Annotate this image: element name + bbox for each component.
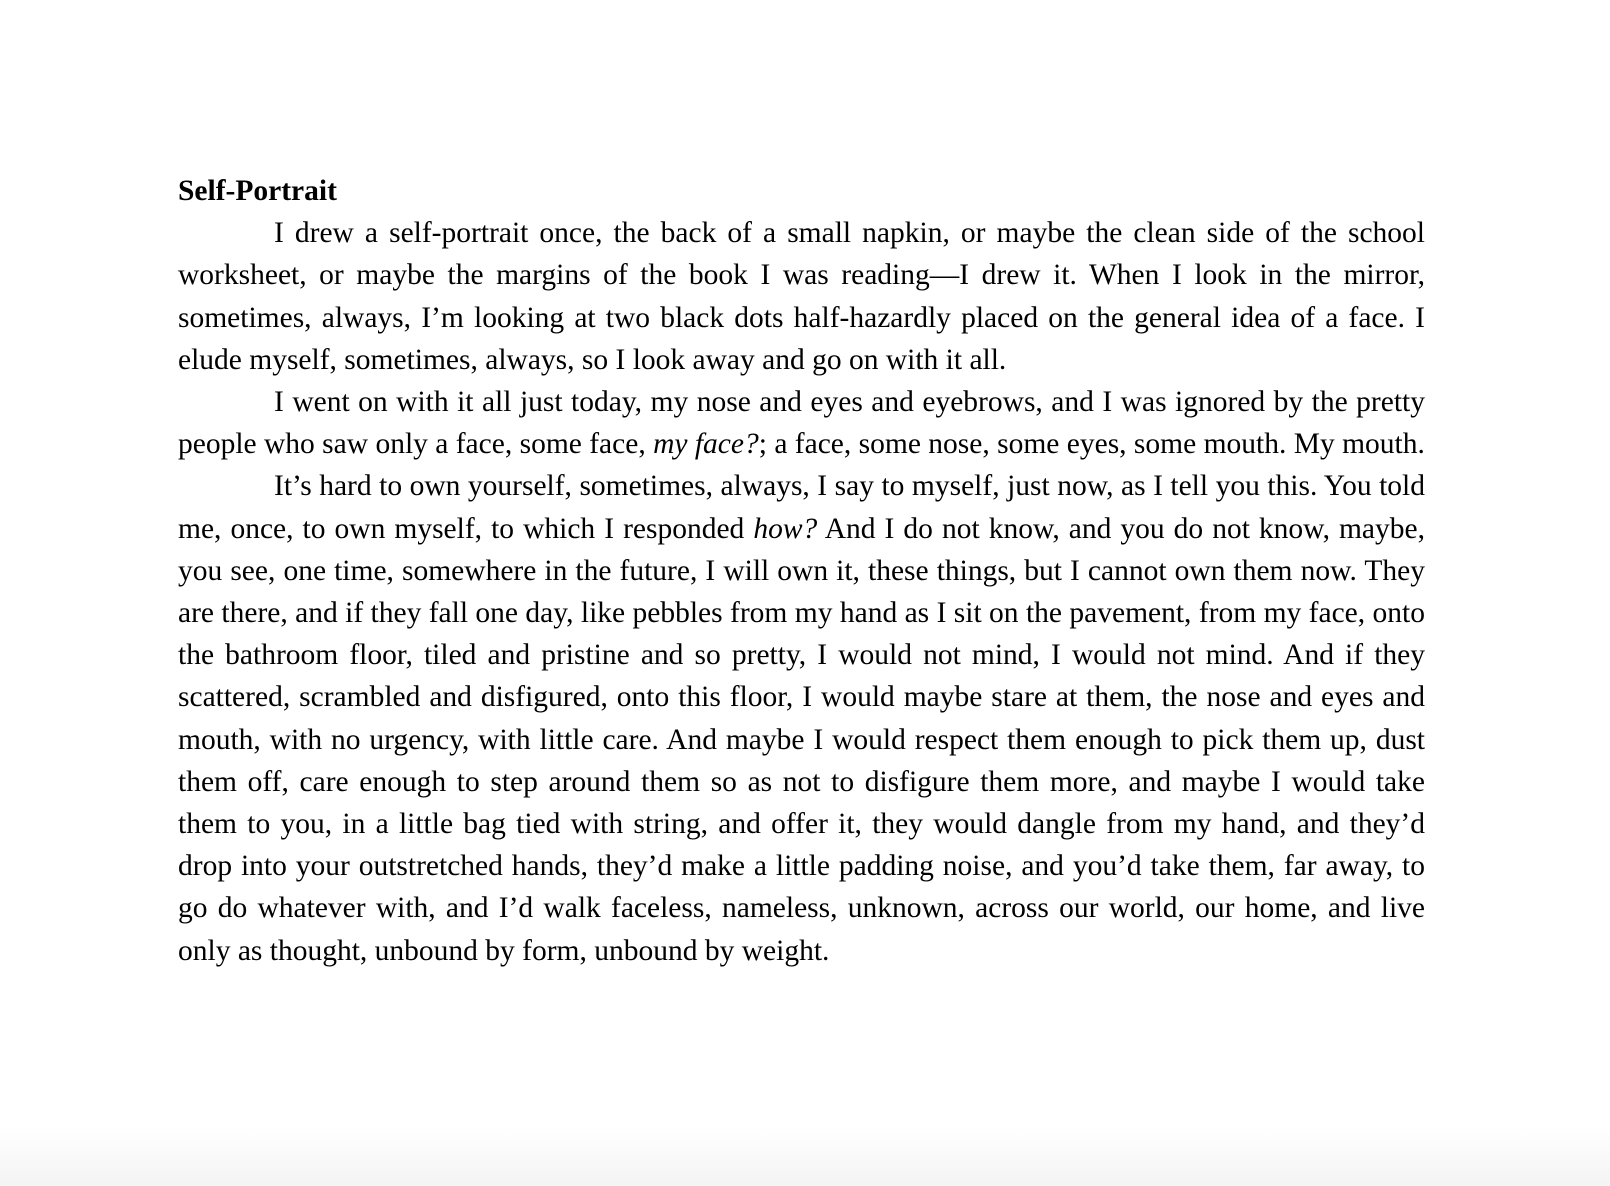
document-body — [178, 170, 1425, 972]
paragraph-1 — [178, 212, 1425, 381]
document-title: Self-Portrait — [178, 175, 337, 207]
paragraph-text: I drew a self-portrait once, the back of a small napkin, or maybe the clean side of the school worksheet, or maybe the margins of the book I was reading—I drew it. When I look in the mirror, sometimes, always, I’m looking at two black dots half-hazardly placed on the general idea of a face. I elude myself, sometimes, always, so I look away and go on with it all. — [178, 217, 1425, 376]
italic-phrase: how? — [753, 512, 818, 545]
paragraph-text: ; a face, some nose, some eyes, some mouth. My mouth. — [758, 428, 1425, 461]
paragraph-text: It’s hard to own yourself, sometimes, always, I say to myself, just now, as I tell you this. You told me, once, to own myself, to which I responded — [178, 470, 1425, 545]
paragraph-3 — [178, 465, 1425, 971]
italic-phrase: my face? — [653, 428, 759, 461]
paragraph-2 — [178, 381, 1425, 465]
paragraph-text: I went on with it all just today, my nose and eyes and eyebrows, and I was ignored by the pretty people who saw only a face, some face, — [178, 386, 1425, 461]
page-bottom-edge — [0, 1126, 1610, 1186]
paragraph-text: And I do not know, and you do not know, maybe, you see, one time, somewhere in the future, I will own it, these things, but I cannot own them now. They are there, and if they fall one day, like pebbles from my hand as I sit on the pavement, from my face, onto the bathroom floor, tiled and pristine and so pretty, I would not mind, I would not mind. And if they scattered, scrambled and disfigured, onto this floor, I would maybe stare at them, the nose and eyes and mouth, with no urgency, with little care. And maybe I would respect them enough to pick them up, dust them off, care enough to step around them so as not to disfigure them more, and maybe I would take them to you, in a little bag tied with string, and offer it, they would dangle from my hand, and they’d drop into your outstretched hands, they’d make a little padding noise, and you’d take them, far away, to go do whatever with, and I’d walk faceless, nameless, unknown, across our world, our home, and live only as thought, unbound by form, unbound by weight. — [178, 512, 1425, 967]
